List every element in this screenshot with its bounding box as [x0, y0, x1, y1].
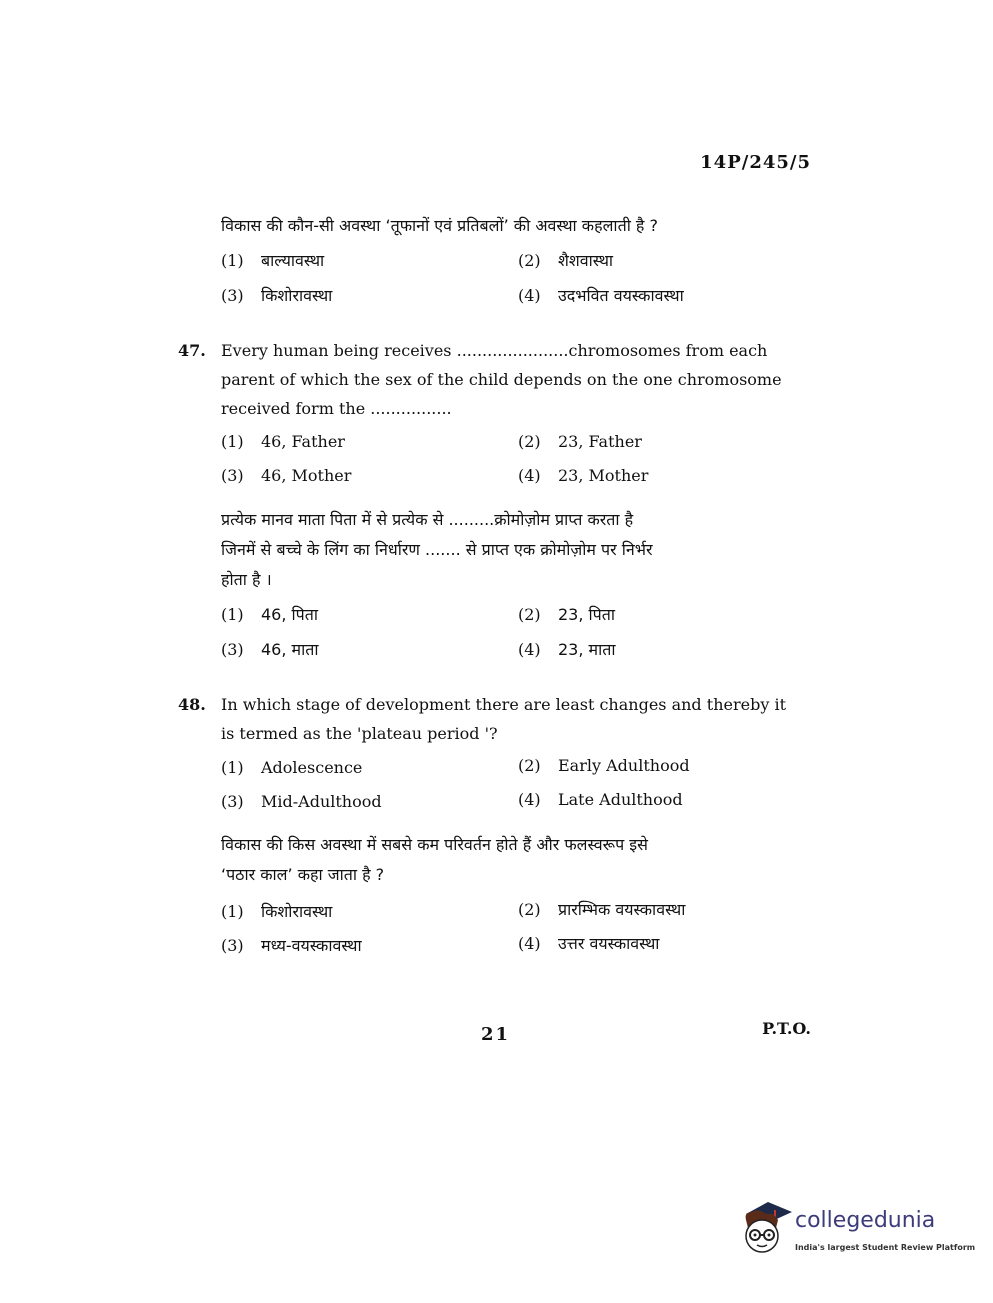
- q48-option-hi-4: (4) उत्तर वयस्कावस्था: [518, 934, 660, 953]
- q46-hindi-text: विकास की कौन-सी अवस्था ‘तूफानों एवं प्रतिबलों’ की अवस्था कहलाती है ?: [221, 216, 658, 235]
- q48-option-hi-1: (1) किशोरावस्था: [221, 902, 333, 921]
- q46-option-3: (3) किशोरावस्था: [221, 286, 333, 305]
- q47-option-hi-1: (1) 46, पिता: [221, 605, 319, 624]
- q48-hindi-text: विकास की किस अवस्था में सबसे कम परिवर्तन होते हैं और फलस्वरूप इसे ‘पठार काल’ कहा जाता है ?: [221, 835, 648, 884]
- q48-number: 48.: [178, 695, 206, 714]
- q47-hindi-text: प्रत्येक मानव माता पिता में से प्रत्येक से .........क्रोमोज़ोम प्राप्त करता है जिनमें से बच्चे के लिंग का निर्धारण ....... से प्राप्त एक क्रोमोज़ोम पर निर्भर होता है ।: [221, 510, 653, 589]
- q46-option-4: (4) उदभवित वयस्कावस्था: [518, 286, 684, 305]
- paper-code: 14P/245/5: [700, 152, 811, 173]
- q47-option-hi-2: (2) 23, पिता: [518, 605, 616, 624]
- q47-option-en-3: (3) 46, Mother: [221, 466, 352, 485]
- q48-option-en-4: (4) Late Adulthood: [518, 790, 683, 809]
- q48-option-hi-3: (3) मध्य-वयस्कावस्था: [221, 936, 362, 955]
- q48-option-hi-2: (2) प्रारम्भिक वयस्कावस्था: [518, 900, 686, 919]
- q47-number: 47.: [178, 341, 206, 360]
- q48-english-text: In which stage of development there are least changes and thereby it is termed as the 'plateau period '?: [221, 695, 786, 743]
- q47-option-hi-3: (3) 46, माता: [221, 640, 319, 659]
- q46-option-2: (2) शैशवास्था: [518, 251, 614, 270]
- q48-option-en-2: (2) Early Adulthood: [518, 756, 690, 775]
- q48-option-en-1: (1) Adolescence: [221, 758, 363, 777]
- q46-option-1: (1) बाल्यावस्था: [221, 251, 325, 270]
- q48-option-en-3: (3) Mid-Adulthood: [221, 792, 382, 811]
- q47-option-hi-4: (4) 23, माता: [518, 640, 616, 659]
- q47-english-text: Every human being receives ......................chromosomes from each parent of which the sex of the child depends on the one chromosome received form the ................: [221, 341, 782, 418]
- q47-option-en-2: (2) 23, Father: [518, 432, 642, 451]
- page-number: 21: [481, 1024, 511, 1045]
- q47-option-en-4: (4) 23, Mother: [518, 466, 649, 485]
- watermark-tagline: India's largest Student Review Platform: [795, 1243, 976, 1252]
- q47-option-en-1: (1) 46, Father: [221, 432, 345, 451]
- watermark-brand: collegedunia: [795, 1208, 936, 1233]
- collegedunia-mascot-icon: [738, 1198, 794, 1256]
- pto-label: P.T.O.: [762, 1019, 811, 1038]
